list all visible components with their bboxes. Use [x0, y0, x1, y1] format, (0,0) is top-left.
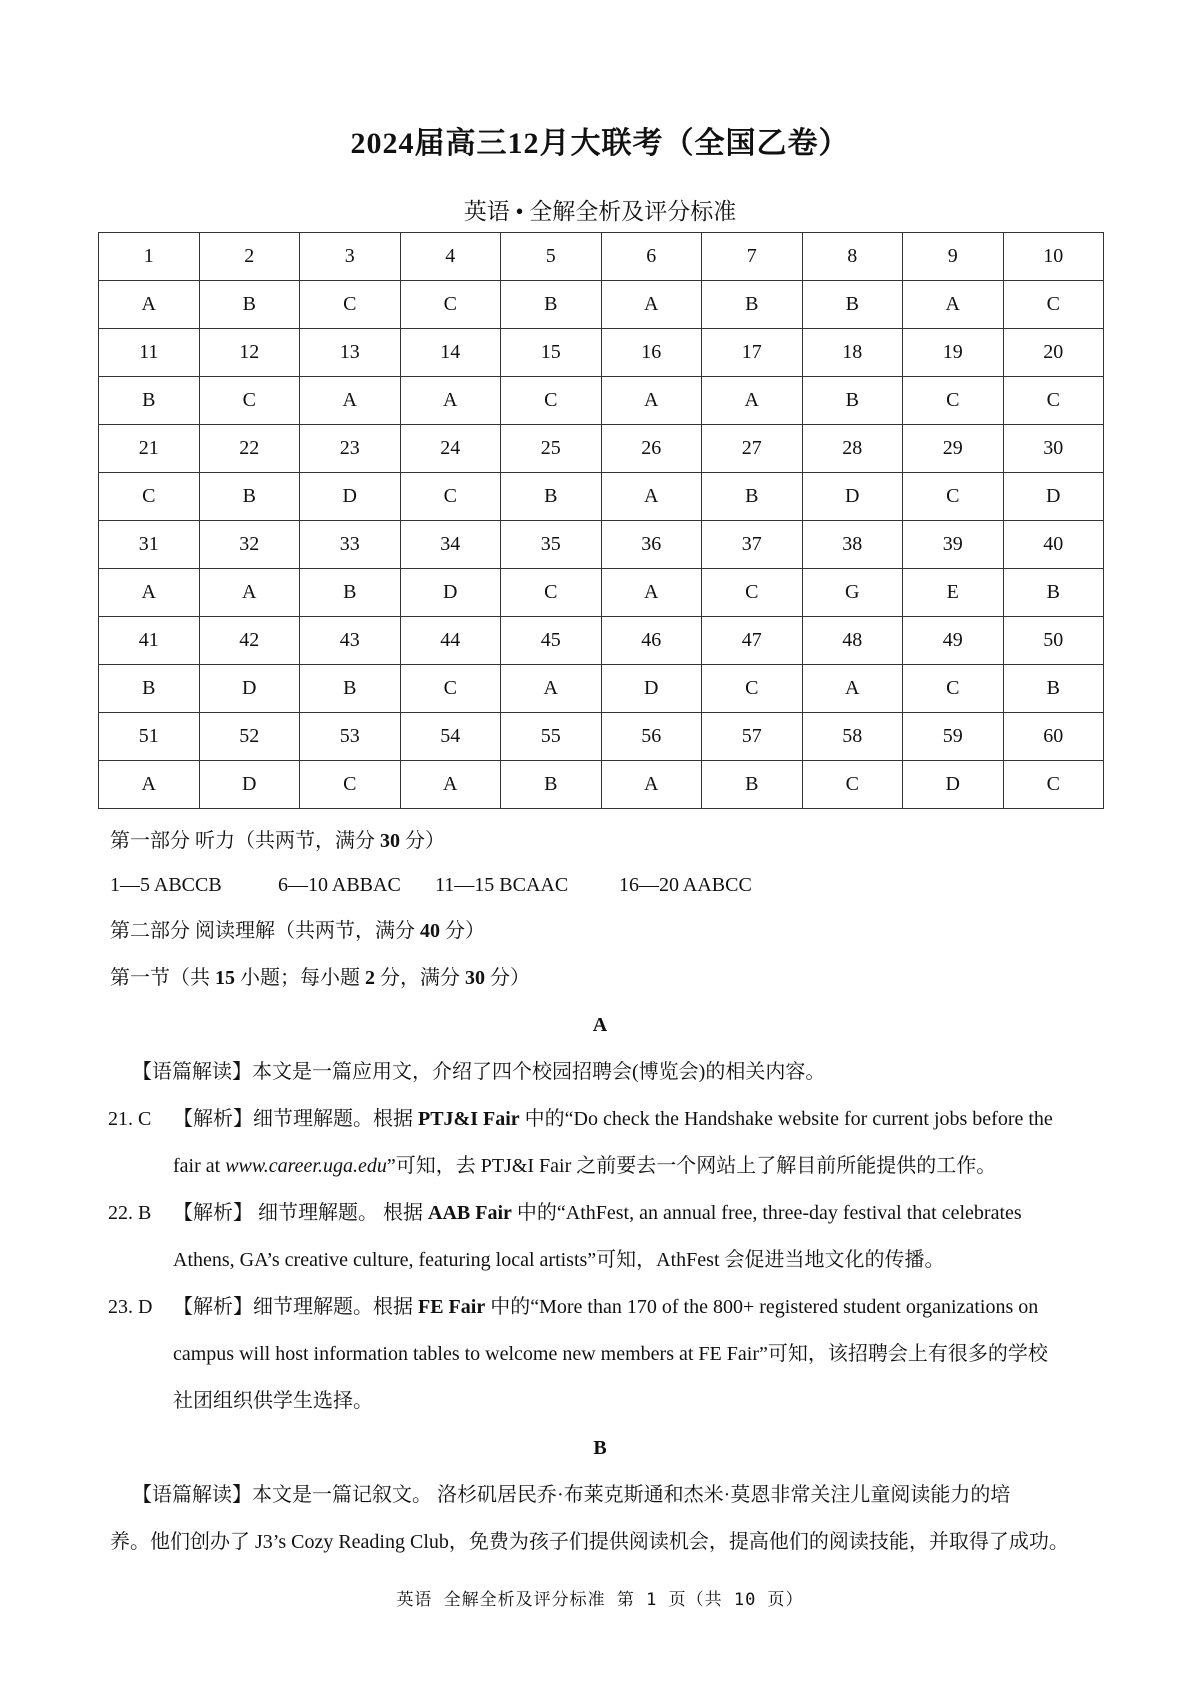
question-number-cell: 13 — [300, 329, 401, 377]
part2-heading: 第二部分 阅读理解（共两节，满分 40 分） — [110, 920, 485, 942]
passage-b-summary-line2: 养。他们创办了 J3’s Cozy Reading Club，免费为孩子们提供阅读机会，提高他们的阅读技能，并取得了成功。 — [110, 1531, 1069, 1553]
answer-cell: A — [501, 665, 602, 713]
question-number-cell: 15 — [501, 329, 602, 377]
part1-heading: 第一部分 听力（共两节，满分 30 分） — [110, 830, 445, 852]
question-number-cell: 43 — [300, 617, 401, 665]
answer-cell: A — [400, 377, 501, 425]
question-number-row — [99, 617, 1104, 665]
answer-cell: D — [400, 569, 501, 617]
page-subtitle: 英语 • 全解全析及评分标准 — [463, 199, 737, 224]
page-footer: 英语 全解全析及评分标准 第 1 页（共 10 页） — [396, 1590, 804, 1610]
question-number-cell: 4 — [400, 233, 501, 281]
question-number-cell: 31 — [99, 521, 200, 569]
answer-cell: B — [1003, 665, 1104, 713]
answer-cell: C — [702, 665, 803, 713]
q21-explanation-line1: 【解析】细节理解题。根据 PTJ&I Fair 中的“Do check the Handshake website for current jobs before the — [173, 1108, 1053, 1130]
listening-answers-1-5: 1—5 ABCCB — [110, 874, 222, 896]
answer-cell: A — [199, 569, 300, 617]
question-number-cell: 11 — [99, 329, 200, 377]
question-number-cell: 41 — [99, 617, 200, 665]
answer-row — [99, 377, 1104, 425]
question-number-cell: 3 — [300, 233, 401, 281]
question-number-cell: 44 — [400, 617, 501, 665]
answer-cell: C — [99, 473, 200, 521]
answer-cell: C — [199, 377, 300, 425]
question-number-cell: 24 — [400, 425, 501, 473]
answer-cell: A — [903, 281, 1004, 329]
question-number-cell: 17 — [702, 329, 803, 377]
answer-cell: C — [300, 761, 401, 809]
answer-cell: C — [400, 281, 501, 329]
question-number-cell: 60 — [1003, 713, 1104, 761]
question-number-cell: 57 — [702, 713, 803, 761]
answer-cell: D — [300, 473, 401, 521]
question-number-cell: 42 — [199, 617, 300, 665]
question-number-cell: 22 — [199, 425, 300, 473]
answer-cell: B — [300, 569, 401, 617]
answer-key-table — [98, 232, 1104, 809]
question-number-cell: 39 — [903, 521, 1004, 569]
question-number-row — [99, 233, 1104, 281]
question-number-cell: 53 — [300, 713, 401, 761]
question-number-cell: 48 — [802, 617, 903, 665]
answer-cell: A — [300, 377, 401, 425]
question-number-cell: 25 — [501, 425, 602, 473]
answer-cell: B — [501, 761, 602, 809]
answer-cell: C — [1003, 281, 1104, 329]
listening-answers-6-10: 6—10 ABBAC — [278, 874, 401, 896]
answer-cell: C — [501, 569, 602, 617]
question-number-row — [99, 713, 1104, 761]
q21-explanation-line2: fair at www.career.uga.edu”可知，去 PTJ&I Fair 之前要去一个网站上了解目前所能提供的工作。 — [173, 1155, 997, 1177]
answer-cell: D — [1003, 473, 1104, 521]
answer-cell: D — [199, 665, 300, 713]
answer-cell: E — [903, 569, 1004, 617]
answer-cell: C — [1003, 761, 1104, 809]
answer-cell: B — [1003, 569, 1104, 617]
answer-row — [99, 473, 1104, 521]
passage-a-letter: A — [592, 1014, 608, 1036]
answer-row — [99, 665, 1104, 713]
listening-answers-11-15: 11—15 BCAAC — [435, 874, 569, 896]
listening-answers-16-20: 16—20 AABCC — [619, 874, 752, 896]
question-number-cell: 56 — [601, 713, 702, 761]
answer-cell: A — [601, 569, 702, 617]
passage-a-summary: 【语篇解读】本文是一篇应用文，介绍了四个校园招聘会(博览会)的相关内容。 — [132, 1061, 826, 1083]
answer-cell: C — [400, 473, 501, 521]
answer-cell: C — [1003, 377, 1104, 425]
answer-cell: B — [702, 473, 803, 521]
answer-cell: B — [702, 761, 803, 809]
answer-cell: A — [802, 665, 903, 713]
answer-cell: C — [802, 761, 903, 809]
question-number-cell: 27 — [702, 425, 803, 473]
question-number-cell: 30 — [1003, 425, 1104, 473]
answer-cell: C — [903, 473, 1004, 521]
question-number-cell: 23 — [300, 425, 401, 473]
question-number-cell: 58 — [802, 713, 903, 761]
question-number-cell: 45 — [501, 617, 602, 665]
answer-cell: B — [501, 473, 602, 521]
question-number-cell: 8 — [802, 233, 903, 281]
answer-cell: C — [400, 665, 501, 713]
answer-cell: A — [702, 377, 803, 425]
question-number-cell: 51 — [99, 713, 200, 761]
question-number-cell: 40 — [1003, 521, 1104, 569]
question-number-cell: 14 — [400, 329, 501, 377]
answer-cell: D — [199, 761, 300, 809]
question-number-cell: 34 — [400, 521, 501, 569]
question-number-row — [99, 329, 1104, 377]
answer-row — [99, 569, 1104, 617]
question-number-cell: 54 — [400, 713, 501, 761]
question-number-cell: 52 — [199, 713, 300, 761]
answer-cell: B — [99, 377, 200, 425]
question-number-cell: 1 — [99, 233, 200, 281]
passage-b-summary-line1: 【语篇解读】本文是一篇记叙文。 洛杉矶居民乔·布莱克斯通和杰米·莫恩非常关注儿童阅读能力的培 — [132, 1484, 1011, 1506]
q21-answer: 21. C — [108, 1108, 152, 1130]
answer-cell: A — [99, 761, 200, 809]
question-number-cell: 32 — [199, 521, 300, 569]
answer-cell: B — [802, 281, 903, 329]
q22-explanation-line1: 【解析】 细节理解题。 根据 AAB Fair 中的“AthFest, an annual free, three-day festival that celebrates — [173, 1202, 1022, 1224]
answer-cell: C — [501, 377, 602, 425]
question-number-cell: 37 — [702, 521, 803, 569]
question-number-cell: 55 — [501, 713, 602, 761]
question-number-cell: 46 — [601, 617, 702, 665]
question-number-cell: 36 — [601, 521, 702, 569]
question-number-cell: 28 — [802, 425, 903, 473]
passage-b-letter: B — [593, 1437, 607, 1459]
question-number-cell: 59 — [903, 713, 1004, 761]
question-number-cell: 29 — [903, 425, 1004, 473]
answer-cell: D — [903, 761, 1004, 809]
answer-cell: D — [601, 665, 702, 713]
question-number-cell: 47 — [702, 617, 803, 665]
q23-answer: 23. D — [108, 1296, 153, 1318]
page-title: 2024届高三12月大联考（全国乙卷） — [350, 127, 850, 160]
question-number-row — [99, 425, 1104, 473]
answer-row — [99, 761, 1104, 809]
answer-cell: B — [199, 473, 300, 521]
answer-cell: B — [199, 281, 300, 329]
answer-cell: G — [802, 569, 903, 617]
question-number-cell: 6 — [601, 233, 702, 281]
answer-cell: B — [702, 281, 803, 329]
question-number-cell: 35 — [501, 521, 602, 569]
answer-cell: A — [601, 761, 702, 809]
answer-cell: A — [99, 281, 200, 329]
q23-explanation-line2: campus will host information tables to welcome new members at FE Fair”可知，该招聘会上有很多的学校 — [173, 1343, 1048, 1365]
answer-cell: B — [300, 665, 401, 713]
answer-cell: B — [501, 281, 602, 329]
question-number-cell: 7 — [702, 233, 803, 281]
answer-cell: D — [802, 473, 903, 521]
answer-cell: C — [903, 377, 1004, 425]
question-number-cell: 50 — [1003, 617, 1104, 665]
question-number-cell: 20 — [1003, 329, 1104, 377]
section1-heading: 第一节（共 15 小题；每小题 2 分，满分 30 分） — [110, 967, 530, 989]
question-number-row — [99, 521, 1104, 569]
q23-explanation-line3: 社团组织供学生选择。 — [173, 1390, 373, 1412]
answer-cell: B — [802, 377, 903, 425]
answer-cell: A — [601, 473, 702, 521]
q22-answer: 22. B — [108, 1202, 152, 1224]
question-number-cell: 16 — [601, 329, 702, 377]
question-number-cell: 49 — [903, 617, 1004, 665]
answer-cell: A — [601, 281, 702, 329]
question-number-cell: 33 — [300, 521, 401, 569]
answer-cell: A — [400, 761, 501, 809]
q22-explanation-line2: Athens, GA’s creative culture, featuring local artists”可知，AthFest 会促进当地文化的传播。 — [173, 1249, 945, 1271]
question-number-cell: 10 — [1003, 233, 1104, 281]
question-number-cell: 19 — [903, 329, 1004, 377]
answer-cell: A — [601, 377, 702, 425]
question-number-cell: 2 — [199, 233, 300, 281]
answer-cell: C — [702, 569, 803, 617]
answer-cell: C — [300, 281, 401, 329]
answer-cell: A — [99, 569, 200, 617]
question-number-cell: 5 — [501, 233, 602, 281]
q23-explanation-line1: 【解析】细节理解题。根据 FE Fair 中的“More than 170 of the 800+ registered student organizations on — [173, 1296, 1039, 1318]
question-number-cell: 9 — [903, 233, 1004, 281]
answer-row — [99, 281, 1104, 329]
question-number-cell: 21 — [99, 425, 200, 473]
question-number-cell: 38 — [802, 521, 903, 569]
question-number-cell: 26 — [601, 425, 702, 473]
answer-cell: B — [99, 665, 200, 713]
question-number-cell: 12 — [199, 329, 300, 377]
question-number-cell: 18 — [802, 329, 903, 377]
answer-cell: C — [903, 665, 1004, 713]
